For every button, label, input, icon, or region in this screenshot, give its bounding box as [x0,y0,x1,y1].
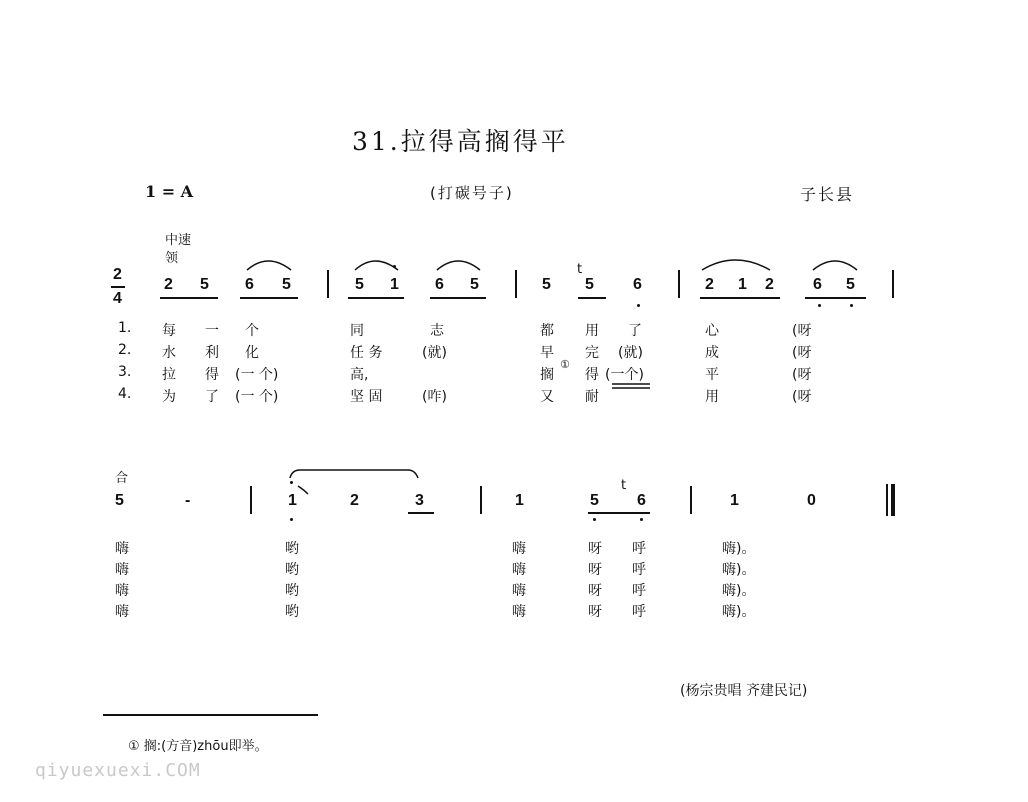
song-title: 31.拉得高搁得平 [352,127,569,156]
lyric: 水 [162,345,176,361]
lyric: (一个) [605,367,644,383]
chorus-lyric: 呀 [588,583,602,599]
lyric: 高, [350,367,369,383]
octave-dot-low [818,304,821,307]
final-barline-thin [886,484,888,516]
chorus-lyric: 呀 [588,562,602,578]
note: 1 [515,492,524,509]
verse-number: 1. [118,320,132,336]
note: 1 [288,492,297,509]
time-signature-top: 2 [113,266,122,283]
lyric: 个 [245,323,259,339]
note: 5 [590,492,599,509]
time-signature-bottom: 4 [113,290,122,307]
lyric: (呀 [792,345,812,361]
note: 3 [415,492,424,509]
note: 2 [164,276,173,293]
lyric: 得 [585,367,599,383]
lyric: 早 [540,345,554,361]
note: 5 [846,276,855,293]
lyric: (呀 [792,389,812,405]
octave-dot-low [850,304,853,307]
note: 6 [245,276,254,293]
lyric: (呀 [792,367,812,383]
lyric: 利 [205,345,219,361]
chorus-lyric: 嗨 [512,583,526,599]
chorus-lyric: 呼 [632,541,646,557]
octave-dot-high [290,481,293,484]
note: 5 [115,492,124,509]
tempo-marking: 中速 [165,233,192,248]
chorus-lyric: 呼 [632,583,646,599]
note: 5 [542,276,551,293]
chorus-lyric: 呼 [632,562,646,578]
footnote-divider [103,714,318,716]
note: 5 [470,276,479,293]
lyric: 搁 [540,367,554,383]
lyric: 都 [540,323,554,339]
lyric: 坚 固 [350,389,383,405]
final-barline-thick [891,484,895,516]
barline [327,270,329,298]
lyric: (呀 [792,323,812,339]
chorus-lyric: 嗨 [512,604,526,620]
note: 5 [355,276,364,293]
verse-number: 2. [118,342,132,358]
barline [892,270,894,298]
grace-mark: t [621,478,627,493]
lyric: (就) [422,345,447,361]
lyric: 了 [205,389,219,405]
lyric: 得 [205,367,219,383]
octave-dot-high [393,265,396,268]
octave-dot-low [637,304,640,307]
lyric: 完 [585,345,599,361]
footnote-marker: ① [560,358,570,371]
chorus-lyric: 嗨 [115,562,129,578]
note: 2 [765,276,774,293]
chorus-lyric: 嗨 [115,541,129,557]
lyric: 每 [162,323,176,339]
note: 1 [730,492,739,509]
octave-dot-low [640,518,643,521]
note: 6 [435,276,444,293]
note: 6 [813,276,822,293]
lead-marking: 领 [165,251,179,266]
region-label: 子长县 [800,185,855,204]
lyric: 志 [430,323,444,339]
note-dash: - [185,492,191,509]
chorus-lyric: 呀 [588,604,602,620]
note: 5 [200,276,209,293]
lyric: 拉 [162,367,176,383]
note: 5 [585,276,594,293]
note: 6 [633,276,642,293]
barline [678,270,680,298]
lyric: (一 个) [235,389,279,405]
chorus-lyric: 嗨 [115,604,129,620]
chorus-lyric: 嗨 [512,541,526,557]
lyric: 心 [705,323,719,339]
chorus-lyric: 哟 [285,604,299,620]
verse-number: 4. [118,386,132,402]
key-signature: 1 = A [145,182,194,201]
lyric: 用 [585,323,599,339]
lyric: 平 [705,367,719,383]
lyric: 任 务 [350,345,383,361]
lyric: 成 [705,345,719,361]
lyric: 同 [350,323,364,339]
song-subtitle: (打碳号子) [430,184,514,202]
lyric: 又 [540,389,554,405]
chorus-lyric: 呀 [588,541,602,557]
barline [515,270,517,298]
chorus-lyric: 嗨)。 [722,583,756,599]
octave-dot-low [290,518,293,521]
chorus-lyric: 哟 [285,583,299,599]
footnote: ① 搁:(方音)zhōu即举。 [128,739,268,754]
note: 5 [282,276,291,293]
lyric: 耐 [585,389,599,405]
lyric: (一 个) [235,367,279,383]
barline [250,486,252,514]
chorus-lyric: 嗨)。 [722,604,756,620]
lyric: 为 [162,389,176,405]
lyric: 用 [705,389,719,405]
lyric: 化 [245,345,259,361]
chorus-lyric: 嗨)。 [722,541,756,557]
barline [690,486,692,514]
lyric: (咋) [422,389,447,405]
barline [480,486,482,514]
chorus-lyric: 哟 [285,562,299,578]
chorus-lyric: 哟 [285,541,299,557]
note-rest: 0 [807,492,816,509]
chorus-marking: 合 [115,471,129,486]
note: 6 [637,492,646,509]
note: 1 [738,276,747,293]
chorus-lyric: 嗨 [512,562,526,578]
lyric: (就) [618,345,643,361]
chorus-lyric: 呼 [632,604,646,620]
lyric: 一 [205,323,219,339]
note: 2 [705,276,714,293]
verse-number: 3. [118,364,132,380]
chorus-lyric: 嗨 [115,583,129,599]
octave-dot-low [593,518,596,521]
grace-mark: t [577,262,583,277]
note: 1 [390,276,399,293]
chorus-lyric: 嗨)。 [722,562,756,578]
note: 2 [350,492,359,509]
lyric: 了 [628,323,642,339]
watermark: qiyuexuexi.COM [35,760,201,781]
credit-line: (杨宗贵唱 齐建民记) [680,683,808,699]
